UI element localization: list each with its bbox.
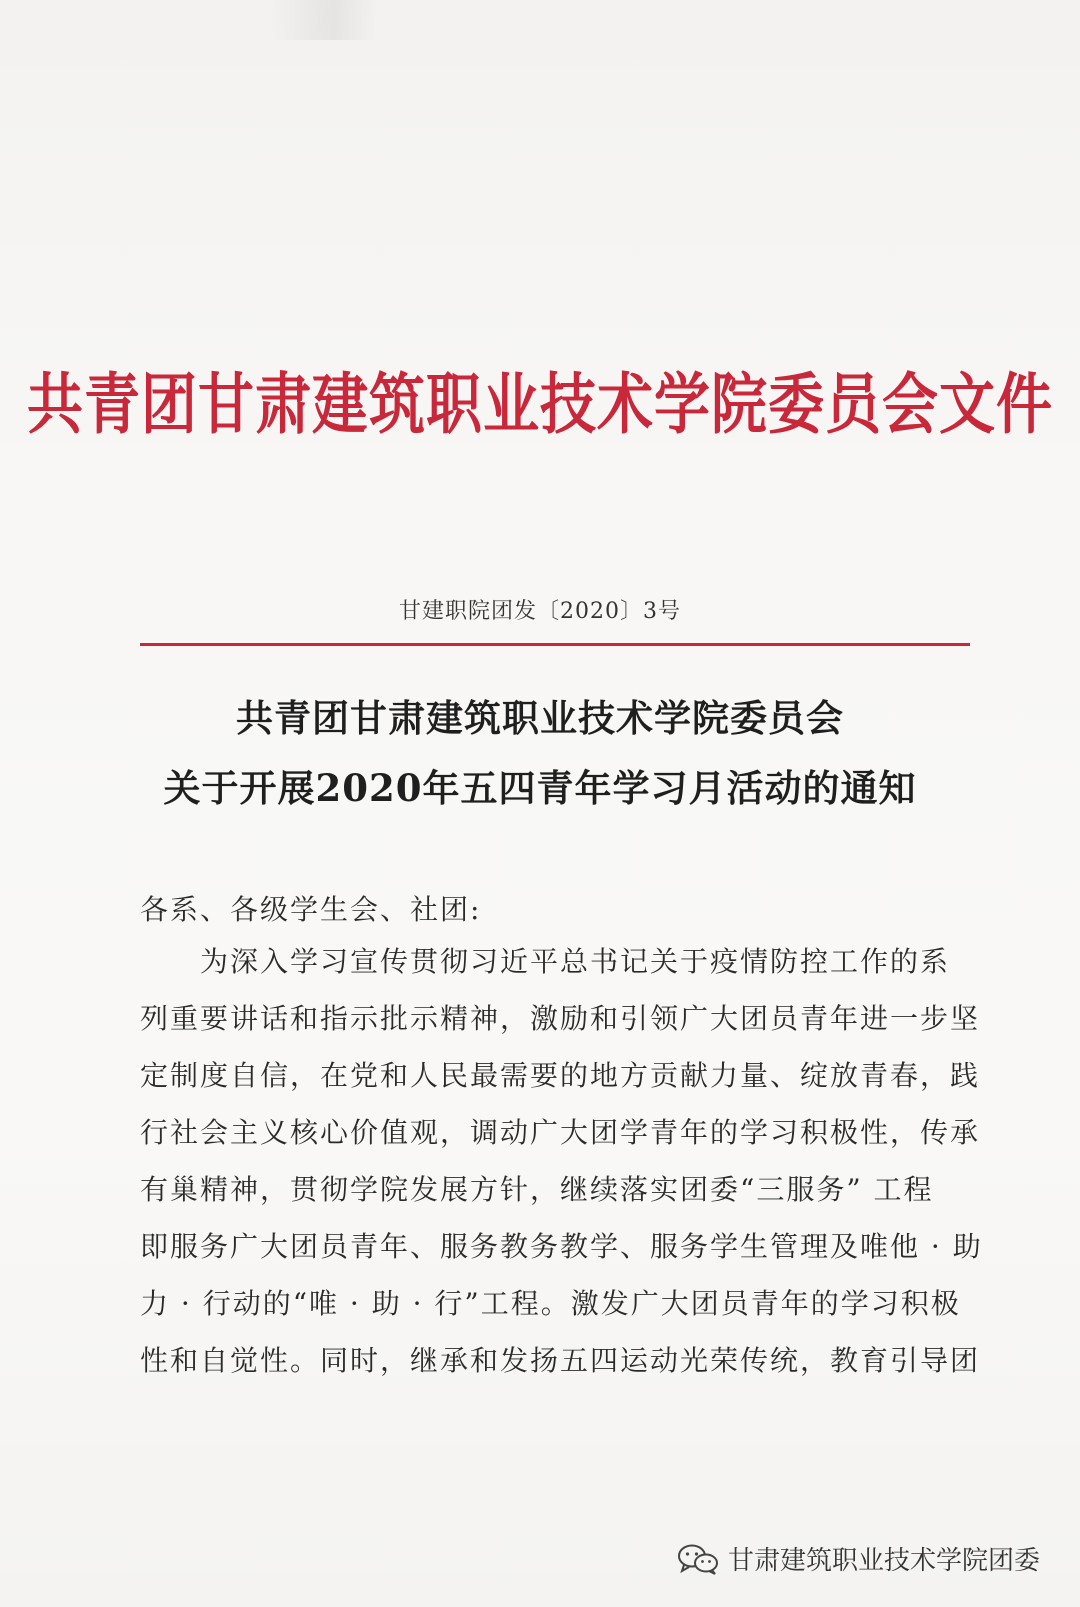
body-line: 行社会主义核心价值观，调动广大团学青年的学习积极性，传承	[140, 1116, 981, 1149]
body-line: 性和自觉性。同时，继承和发扬五四运动光荣传统，教育引导团	[140, 1344, 981, 1377]
red-divider	[140, 643, 970, 646]
document-number: 甘建职院团发〔2020〕3号	[399, 599, 681, 624]
paper-crease	[268, 0, 378, 40]
wechat-icon	[676, 1542, 720, 1576]
body-line: 定制度自信，在党和人民最需要的地方贡献力量、绽放青春，践	[140, 1059, 981, 1092]
notice-title-line-1: 共青团甘肃建筑职业技术学院委员会	[236, 696, 844, 740]
wechat-watermark	[676, 1540, 1040, 1577]
body-line: 力 · 行动的“唯 · 助 · 行”工程。激发广大团员青年的学习积极	[140, 1287, 961, 1320]
salutation: 各系、各级学生会、社团:	[140, 893, 482, 926]
body-line: 有巢精神，贯彻学院发展方针，继续落实团委“三服务” 工程	[140, 1173, 934, 1206]
body-line: 列重要讲话和指示批示精神，激励和引领广大团员青年进一步坚	[140, 1002, 981, 1035]
body-line: 为深入学习宣传贯彻习近平总书记关于疫情防控工作的系	[140, 945, 951, 978]
watermark-text: 甘肃建筑职业技术学院团委	[727, 1546, 1040, 1576]
body-line: 即服务广大团员青年、服务教务教学、服务学生管理及唯他 · 助	[140, 1230, 983, 1263]
red-header-title: 共青团甘肃建筑职业技术学院委员会文件	[27, 365, 1053, 444]
notice-title-line-2: 关于开展2020年五四青年学习月活动的通知	[163, 766, 917, 810]
